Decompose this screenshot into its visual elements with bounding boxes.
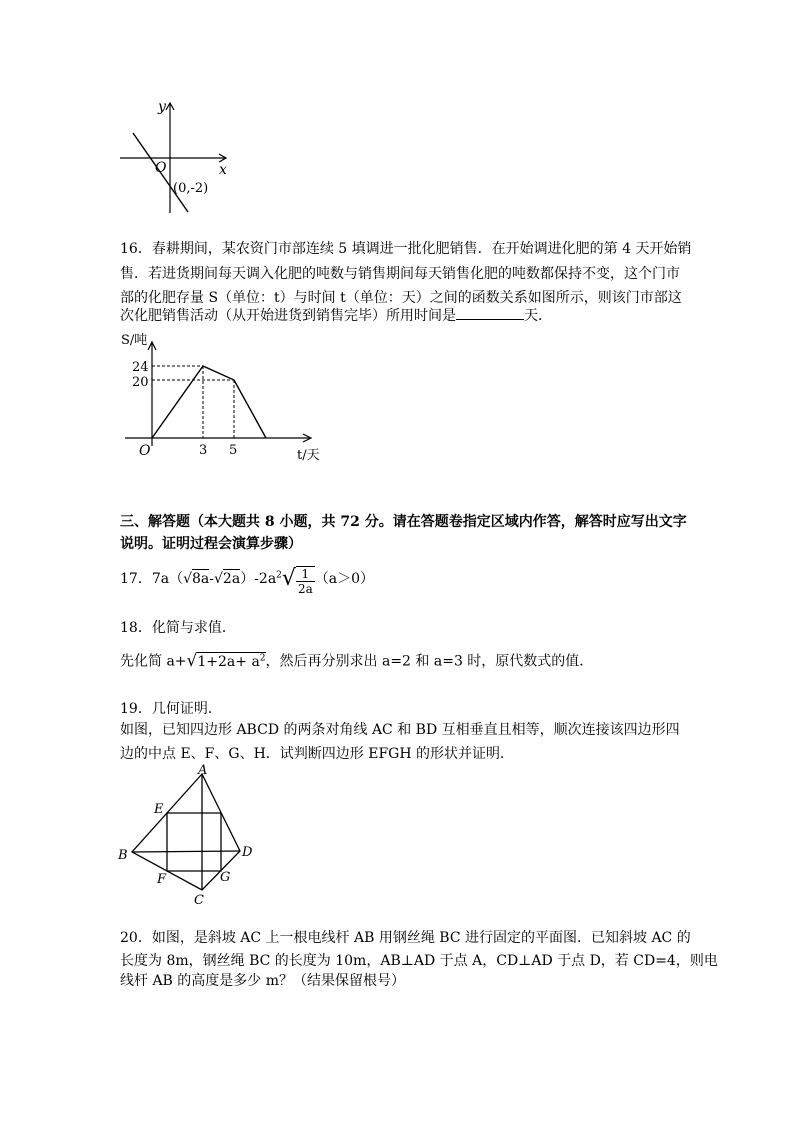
section3-header-line-1: 三、解答题（本大题共 8 小题，共 72 分。请在答题卷指定区域内作答，解答时应写出文字 [120, 514, 687, 530]
fig19-label-c: C [194, 893, 204, 907]
q18-title: 18．化简与求值． [120, 620, 236, 636]
q17-condition: （a＞0） [314, 571, 374, 587]
fig16-graph [115, 328, 335, 468]
fig19-quadrilateral [112, 762, 262, 907]
fig19-label-b: B [118, 848, 128, 863]
fig15-graph [115, 98, 235, 218]
fig16-ytick-20: 20 [132, 375, 149, 390]
q17-fraction-denominator: 2a [297, 582, 313, 596]
q16-line-4-text: 次化肥销售活动（从开始进货到销售完毕）所用时间是 [120, 308, 456, 324]
fig19-label-f: F [157, 872, 167, 887]
fig16-origin-label: O [139, 443, 151, 459]
fig15-origin-label: O [155, 160, 167, 176]
fig16-y-label: S/吨 [121, 333, 148, 348]
q18-exponent: 2 [259, 653, 266, 663]
q17-minus: - [209, 571, 214, 587]
fig19-efgh [167, 813, 221, 871]
fig19-label-a: A [198, 763, 208, 778]
q17-fraction-numerator: 1 [296, 567, 315, 582]
fig16-xtick-3: 3 [199, 443, 208, 458]
q19-line-2: 边的中点 E、F、G、H．试判断四边形 EFGH 的形状并证明． [120, 746, 515, 762]
q17-mid: ）-2a [240, 571, 277, 587]
q18-body [120, 650, 593, 670]
q16-line-4-unit: 天． [524, 308, 552, 324]
q18-sqrt: $√1+2a+ a^2$ [186, 650, 266, 671]
q20-line-3: 线杆 AB 的高度是多少 m？（结果保留根号） [120, 973, 406, 989]
q16-line-3: 部的化肥存量 S（单位：t）与时间 t（单位：天）之间的函数关系如图所示，则该门市部这 [120, 290, 682, 306]
fig19-diagonal-bd [132, 851, 240, 852]
q20-line-2: 长度为 8m，钢丝绳 BC 的长度为 10m，AB⊥AD 于点 A，CD⊥AD 于点 D，若 CD=4，则电 [120, 953, 718, 969]
q16-line-1: 16．春耕期间，某农资门市部连续 5 填调进一批化肥销售．在开始调进化肥的第 4 天开始销 [120, 241, 692, 257]
fig16-ytick-24: 24 [132, 360, 149, 375]
fig15-y-label: y [158, 99, 166, 115]
fig16-x-label: t/天 [297, 448, 320, 463]
section3-header-line-2: 说明。证明过程会演算步骤） [120, 536, 302, 552]
q16-line-4 [120, 307, 552, 324]
q17-expression [120, 564, 374, 594]
q17-lead: 17．7a（ [120, 571, 184, 587]
fig15-x-label: x [219, 162, 227, 178]
fig16-xtick-5: 5 [229, 443, 238, 458]
sqrt-2a: √2a [214, 571, 241, 587]
q16-line-2: 售．若进货期间每天调入化肥的吨数与销售期间每天销售化肥的吨数都保持不变，这个门市 [120, 266, 680, 282]
q17-exponent: 2 [276, 570, 282, 581]
fig16-stock-curve [152, 366, 266, 438]
sqrt-fraction: √ $\frac{1}{2a}$ [281, 566, 313, 596]
fig15-point-label: (0,-2) [173, 181, 209, 196]
fig19-label-g: G [220, 870, 231, 885]
q18-prefix: 先化简 a+ [120, 653, 187, 670]
sqrt-8a: √8a [183, 571, 210, 587]
q18-suffix: ，然后再分别求出 a=2 和 a=3 时，原代数式的值． [265, 653, 594, 670]
q19-title: 19．几何证明． [120, 701, 222, 717]
answer-blank[interactable] [456, 307, 524, 320]
q19-line-1: 如图，已知四边形 ABCD 的两条对角线 AC 和 BD 互相垂直且相等，顺次连接该四边形四 [120, 722, 680, 738]
q20-line-1: 20．如图，是斜坡 AC 上一根电线杆 AB 用钢丝绳 BC 进行固定的平面图．已知斜坡 AC 的 [120, 930, 691, 946]
fig19-label-d: D [242, 845, 253, 860]
fig19-label-e: E [154, 802, 164, 817]
